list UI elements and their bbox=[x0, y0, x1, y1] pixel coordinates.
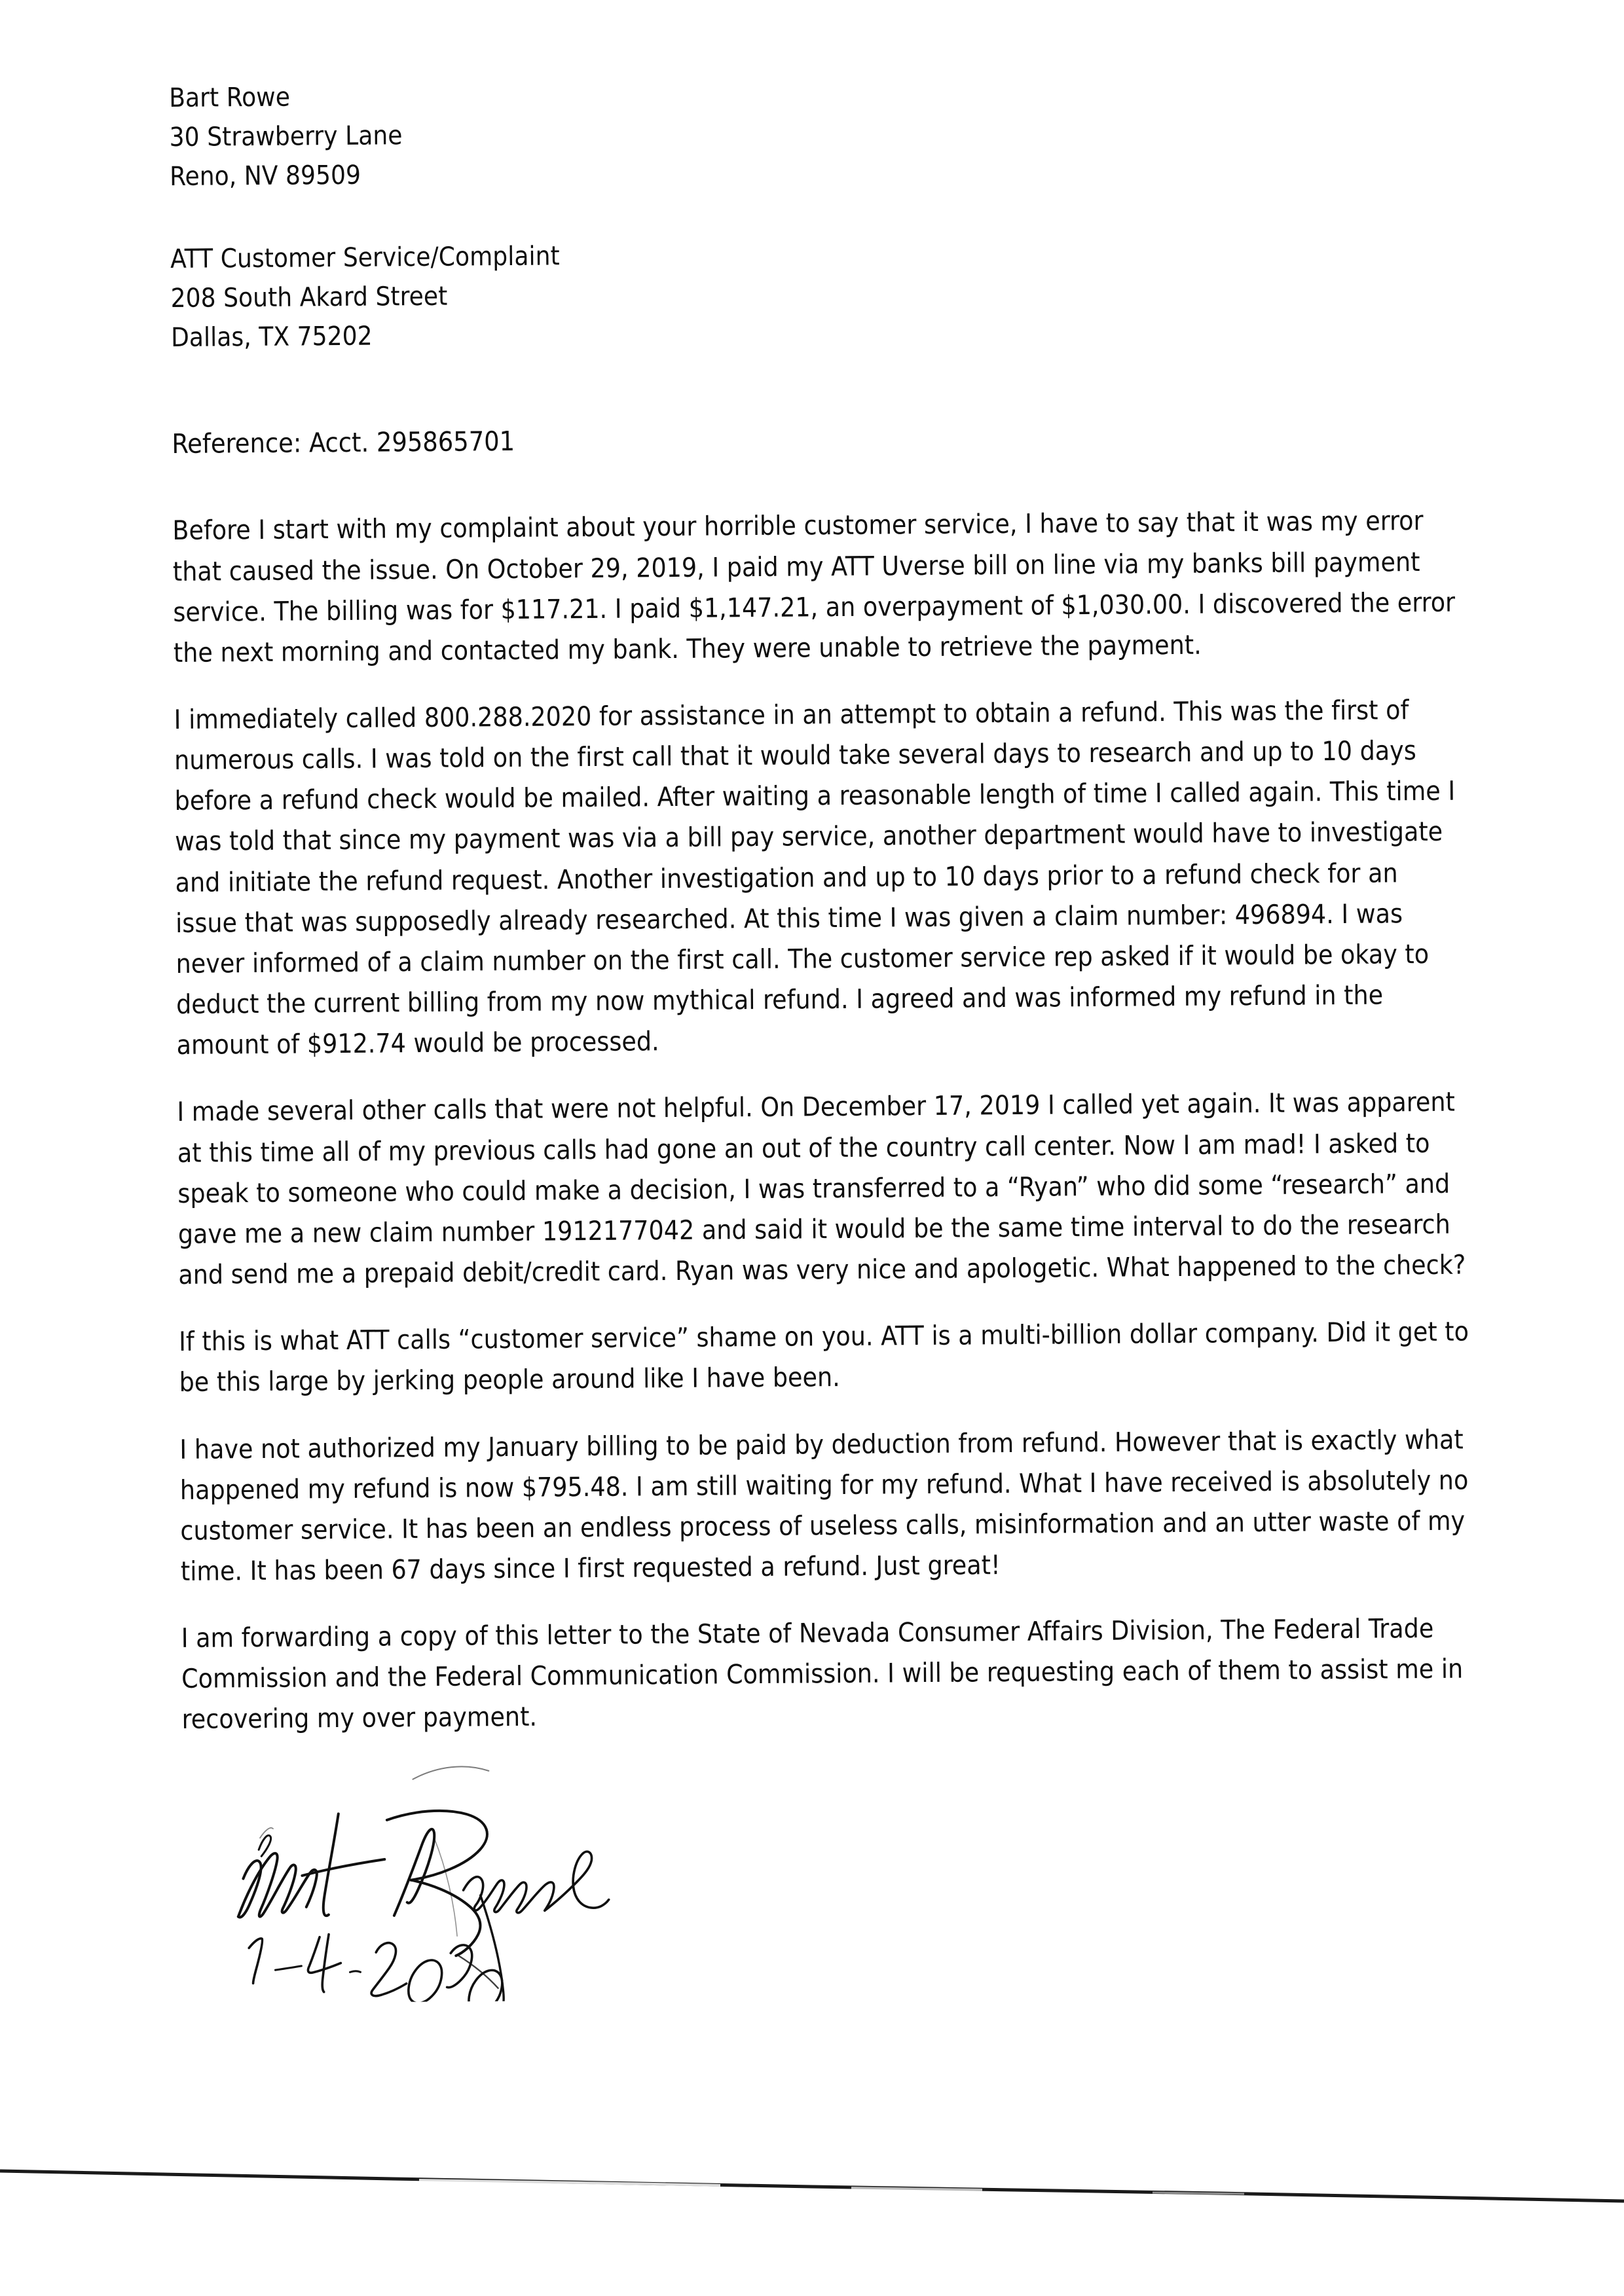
sender-address: Bart Rowe 30 Strawberry Lane Reno, NV 89509 bbox=[169, 82, 403, 192]
reference-top-spacer bbox=[171, 347, 1481, 426]
signature-block bbox=[196, 1738, 735, 2003]
body-paragraph-6: I am forwarding a copy of this letter to the State of Nevada Consumer Affairs Division, The Federal Trade Commission and the Federal Communication Commission. I will be requesting each of them to assist me in recovering my over payment. bbox=[181, 1613, 1464, 1736]
body-paragraph-5: I have not authorized my January billing to be paid by deduction from refund. However that is exactly what happened my refund is now $795.48. I am still waiting for my refund. What I have received is absolutely no customer service. It has been an endless process of useless calls, misinformation and an utter waste of my time. It has been 67 days since I first requested a refund. Just great! bbox=[179, 1423, 1469, 1587]
body-paragraph-1: Before I start with my complaint about your horrible customer service, I have to say that it was my error that caused the issue. On October 29, 2019, I paid my ATT Uverse bill on line via my banks bill payment service. The billing was for $117.21. I paid $1,147.21, an overpayment of $1,030.00. I discovered the error the next morning and contacted my bank. They were unable to retrieve the payment. bbox=[172, 505, 1456, 668]
recipient-address: ATT Customer Service/Complaint 208 South Akard Street Dallas, TX 75202 bbox=[170, 241, 560, 353]
body-paragraph-3: I made several other calls that were not helpful. On December 17, 2019 I called yet again. It was apparent at this time all of my previous calls had gone an out of the country call center. Now I am mad! I asked to speak to someone who could make a decision, I was transferred to a “Ryan” who did some “research” and gave me a new claim number 1912177042 and said it would be the same time interval to do the research and send me a prepaid debit/credit card. Ryan was very nice and apologetic. What happened to the check? bbox=[177, 1086, 1466, 1290]
body-paragraph-2: I immediately called 800.288.2020 for assistance in an attempt to obtain a refund. This was the first of numerous calls. I was told on the first call that it would take several days to research and up to 10 days before a refund check would be mailed. After waiting a reasonable length of time I called again. This time I was told that since my payment was via a bill pay service, another department would have to investigate and initiate the refund request. Another investigation and up to 10 days prior to a refund check for an issue that was supposedly already researched. At this time I was given a claim number: 496894. I was never informed of a claim number on the first call. The customer service rep asked if it would be okay to deduct the current billing from my now mythical refund. I agreed and was informed my refund in the amount of $912.74 would be processed. bbox=[174, 694, 1456, 1061]
letter-body bbox=[169, 68, 1492, 1766]
signature-ink bbox=[196, 1738, 735, 2003]
scanner-edge-artifact bbox=[0, 2160, 1624, 2213]
reference-line: Reference: Acct. 295865701 bbox=[172, 425, 515, 460]
body-paragraph-4: If this is what ATT calls “customer service” shame on you. ATT is a multi-billion dollar company. Did it get to be this large by jerking people around like I have been. bbox=[178, 1315, 1469, 1398]
